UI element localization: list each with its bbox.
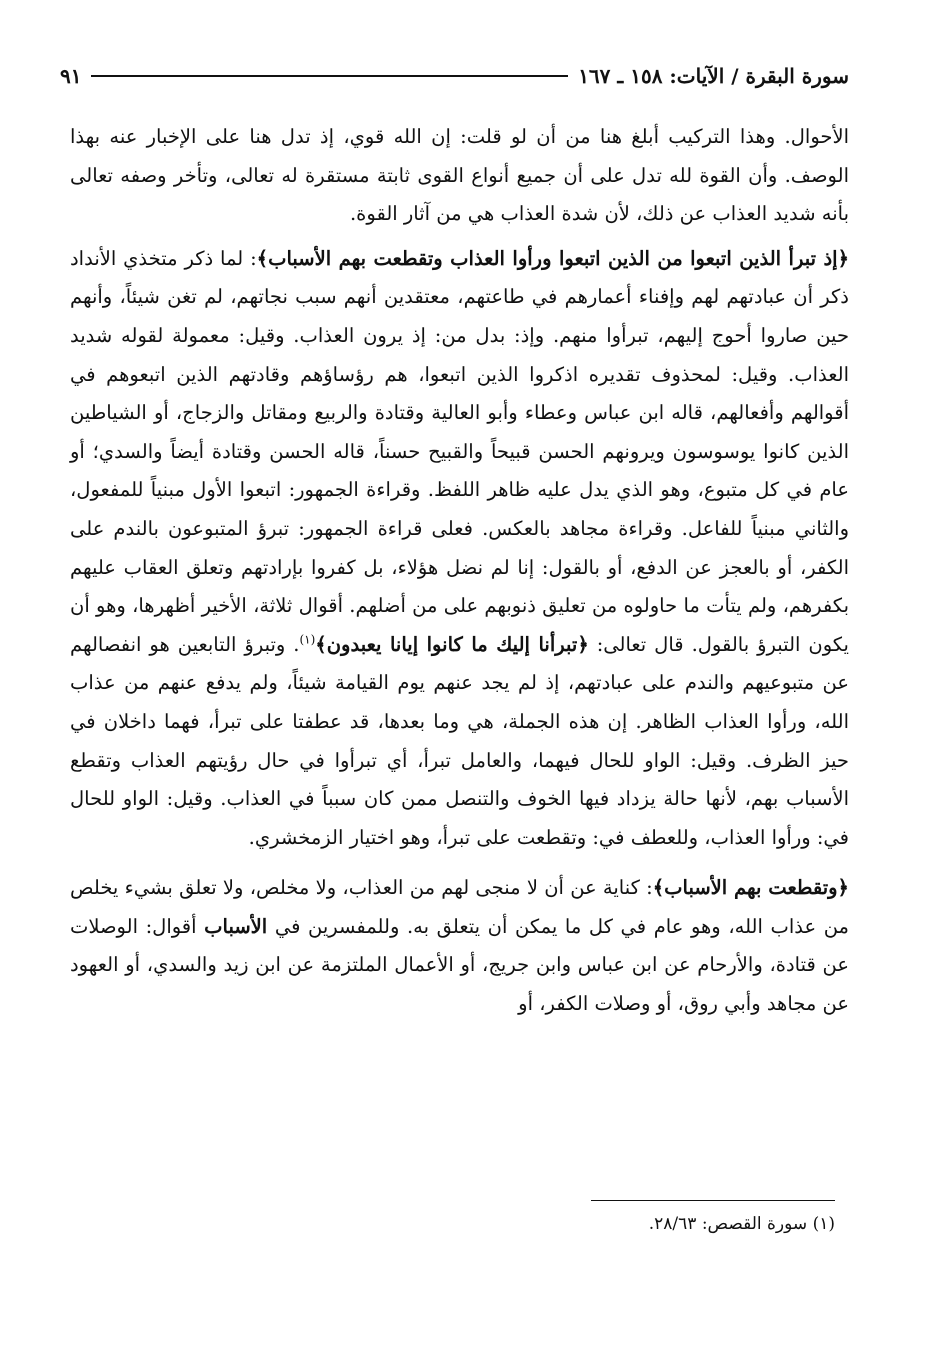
footnote-separator <box>591 1200 835 1201</box>
quran-quote: ﴿وتقطعت بهم الأسباب﴾ <box>652 876 849 900</box>
body-text: الأحوال. وهذا التركيب أبلغ هنا من أن لو قلت: إن الله قوي، إذ تدل هنا على الإخبار عنه بهذا الوصف. وأن القوة لله تدل على أن جميع أنواع القوى ثابتة مستقرة له تعالى، وتأخر وصفه تعالى بأنه شديد العذاب عن ذلك، لأن شدة العذاب هي من آثار القوة. <box>70 125 849 226</box>
page-body <box>70 118 849 1024</box>
page-header <box>60 58 849 94</box>
page-number: ٩١ <box>60 64 82 88</box>
running-title: سورة البقرة / الآيات: ١٥٨ ـ ١٦٧ <box>578 64 849 88</box>
footnote: (١) سورة القصص: ٢٨/٦٣. <box>648 1214 835 1234</box>
body-text: : لما ذكر متخذي الأنداد ذكر أن عبادتهم لهم وإفناء أعمارهم في طاعتهم، معتقدين أنهم سبب نجاتهم، لم تغن شيئاً، وأنهم حين صاروا أحوج إليهم، تبرأوا منهم. وإذ: بدل من: إذ يرون العذاب. وقيل: معمولة لقوله شديد العذاب. وقيل: لمحذوف تقديره اذكروا الذين اتبعوا، هم رؤساؤهم وقادتهم الذين اتبعوهم في أقوالهم وأفعالهم، قاله ابن عباس وعطاء وأبو العالية وقتادة والربيع ومقاتل والزجاج، أو الشياطين الذين كانوا يوسوسون ويرونهم الحسن قبيحاً والقبيح حسناً، قاله الحسن وقتادة أيضاً والسدي؛ أو عام في كل متبوع، وهو الذي يدل عليه ظاهر اللفظ. وقراءة الجمهور: اتبعوا الأول مبنياً للمفعول، والثاني مبنياً للفاعل. وقراءة مجاهد بالعكس. فعلى قراءة الجمهور: تبرؤ المتبوعون بالندم على الكفر، أو بالعجز عن الدفع، أو بالقول: إنا لم نضل هؤلاء، بل كفروا بإرادتهم وتعلق العقاب عليهم بكفرهم، ولم يتأت ما حاولوه من تعليق ذنوبهم على من أضلهم. أقوال ثلاثة، الأخير أظهرها، وهو أن يكون التبرؤ بالقول. قال تعالى: <box>70 246 849 656</box>
quran-quote: الأسباب <box>204 914 268 938</box>
quran-quote: ﴿إذ تبرأ الذين اتبعوا من الذين اتبعوا ورأوا العذاب وتقطعت بهم الأسباب﴾ <box>256 246 849 270</box>
body-text: : كناية عن أن لا منجى لهم من العذاب، ولا مخلص، ولا تعلق بشيء يخلص من عذاب الله، وهو عام في كل ما يمكن أن يتعلق به. وللمفسرين في <box>70 876 850 938</box>
body-text: أقوال: الوصلات عن قتادة، والأرحام عن ابن عباس وابن جريج، أو الأعمال الملتزمة عن ابن زيد والسدي، أو العهود عن مجاهد وأبي روق، أو وصلات الكفر، أو <box>70 914 849 1016</box>
header-rule <box>91 75 568 77</box>
footnote-ref: (١) <box>299 632 316 647</box>
quran-quote: ﴿تبرأنا إليك ما كانوا إيانا يعبدون﴾ <box>315 632 589 656</box>
paragraph <box>70 118 849 234</box>
body-text: . وتبرؤ التابعين هو انفصالهم عن متبوعيهم والندم على عبادتهم، إذ لم يجد عنهم يوم القيامة شيئاً، ولم يدفع عنهم من عذاب الله، ورأوا العذاب الظاهر. إن هذه الجملة، هي وما بعدها، قد عطفتا على تبرأ، فهما داخلان في حيز الظرف. وقيل: الواو للحال فيهما، والعامل تبرأ، أي تبرأوا في حال رؤيتهم العذاب وتقطع الأسباب بهم، لأنها حالة يزداد فيها الخوف والتنصل ممن كان سبباً في العذاب. وقيل: الواو للحال في: ورأوا العذاب، وللعطف في: وتقطعت على تبرأ، وهو اختيار الزمخشري. <box>70 632 849 849</box>
paragraph <box>70 240 849 858</box>
paragraph <box>70 869 849 1023</box>
